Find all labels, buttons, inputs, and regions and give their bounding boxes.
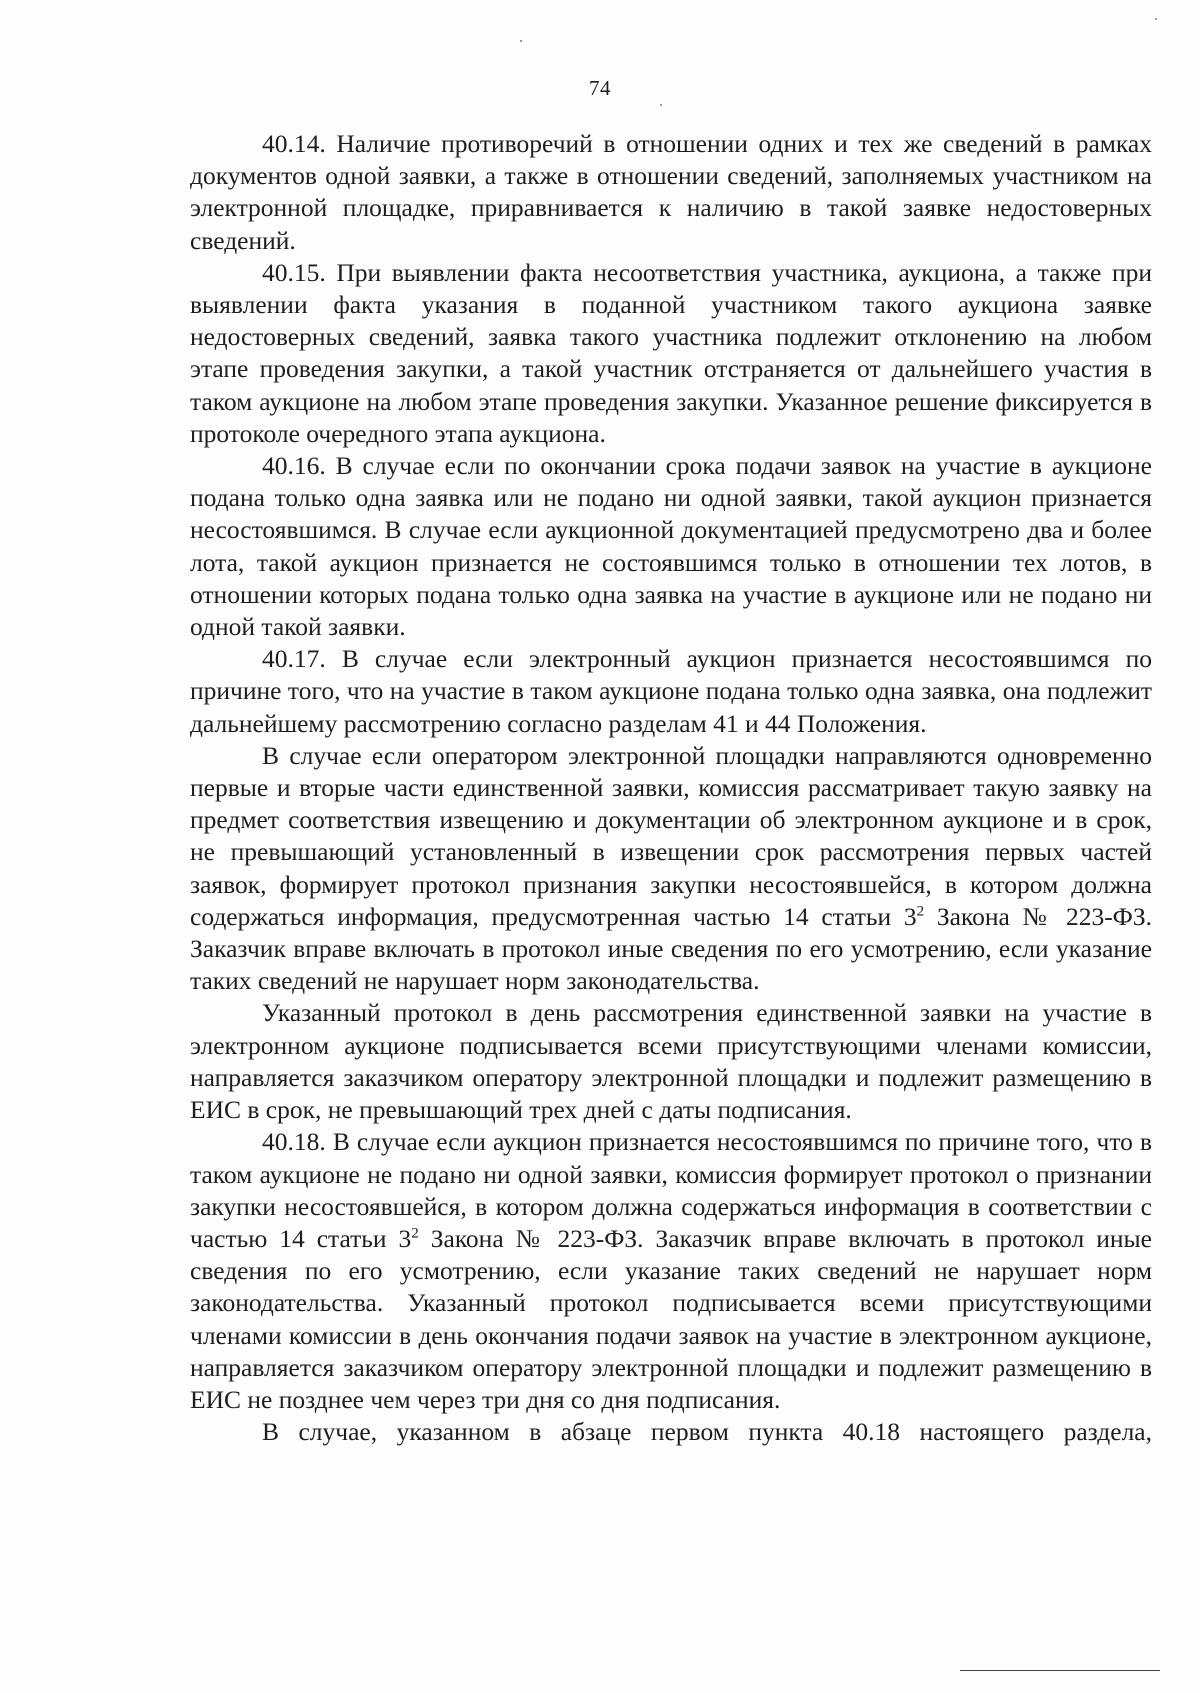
superscript: 2 <box>916 903 925 920</box>
bottom-rule <box>960 1670 1160 1671</box>
paragraph-continuation: В случае, указанном в абзаце первом пункта 40.18 настоящего раздела, <box>262 1417 1152 1447</box>
paragraph-40-18 <box>190 1126 1152 1416</box>
paragraph-40-17: 40.17. В случае если электронный аукцион признается несостоявшимся по причине того, что на участие в таком аукционе подана только одна заявка, она подлежит дальнейшему рассмотрению согласно разделам 41 и 44 Положения. <box>190 644 1152 738</box>
paragraph-single-application <box>190 740 1152 998</box>
superscript: 2 <box>411 1225 419 1242</box>
paragraph-40-14: 40.14. Наличие противоречий в отношении одних и тех же сведений в рамках документов одной заявки, а также в отношении сведений, заполняемых участником на электронной площадке, приравнивается к наличию в такой заявке недостоверных сведений. <box>190 129 1152 255</box>
paragraph-40-16: 40.16. В случае если по окончании срока подачи заявок на участие в аукционе подана только одна заявка или не подано ни одной заявки, такой аукцион признается несостоявшимся. В случае если аукционной документацией предусмотрено два и более лота, такой аукцион признается не состоявшимся только в отношении тех лотов, в отношении которых подана только одна заявка на участие в аукционе или не подано ни одной такой заявки. <box>190 451 1152 642</box>
scan-speck <box>660 104 662 106</box>
document-body <box>190 128 1152 1448</box>
paragraph-text: Закона № 223-ФЗ. Заказчик вправе включать в протокол иные сведения по его усмотрению, если указание таких сведений не нарушает норм законодательства. <box>190 901 1152 996</box>
paragraph-protocol-signing: Указанный протокол в день рассмотрения единственной заявки на участие в электронном аукционе подписывается всеми присутствующими членами комиссии, направляется заказчиком оператору электронной площадки и подлежит размещению в ЕИС в срок, не превышающий трех дней с даты подписания. <box>190 998 1152 1125</box>
scan-speck <box>520 40 522 42</box>
page-number: 74 <box>589 76 611 100</box>
paragraph-text: 40.18. В случае если аукцион признается несостоявшимся по причине того, что в таком аукционе не подано ни одной заявки, комиссия формирует протокол о признании закупки несостоявшейся, в котором должна содержаться информация в соответствии с частью 14 статьи 3 <box>190 1127 1152 1253</box>
paragraph-40-15: 40.15. При выявлении факта несоответствия участника, аукциона, а также при выявлении факта указания в поданной участником такого аукциона заявке недостоверных сведений, заявка такого участника подлежит отклонению на любом этапе проведения закупки, а такой участник отстраняется от дальнейшего участия в таком аукционе на любом этапе проведения закупки. Указанное решение фиксируется в протоколе очередного этапа аукциона. <box>190 257 1152 448</box>
paragraph-text: Закона № 223-ФЗ. Заказчик вправе включать в протокол иные сведения по его усмотрению, если указание таких сведений не нарушает норм законодательства. Указанный протокол подписывается всеми присутствующими членами комиссии в день окончания подачи заявок на участие в электронном аукционе, направляется заказчиком оператору электронной площадки и подлежит размещению в ЕИС не позднее чем через три дня со дня подписания. <box>190 1223 1152 1414</box>
paragraph-text: В случае если оператором электронной площадки направляются одновременно первые и вторые части единственной заявки, комиссия рассматривает такую заявку на предмет соответствия извещению и документации об электронном аукционе и в срок, не превышающий установленный в извещении срок рассмотрения первых частей заявок, формирует протокол признания закупки несостоявшейся, в котором должна содержаться информация, предусмотренная частью 14 статьи 3 <box>190 740 1152 931</box>
scan-speck <box>1155 18 1157 20</box>
